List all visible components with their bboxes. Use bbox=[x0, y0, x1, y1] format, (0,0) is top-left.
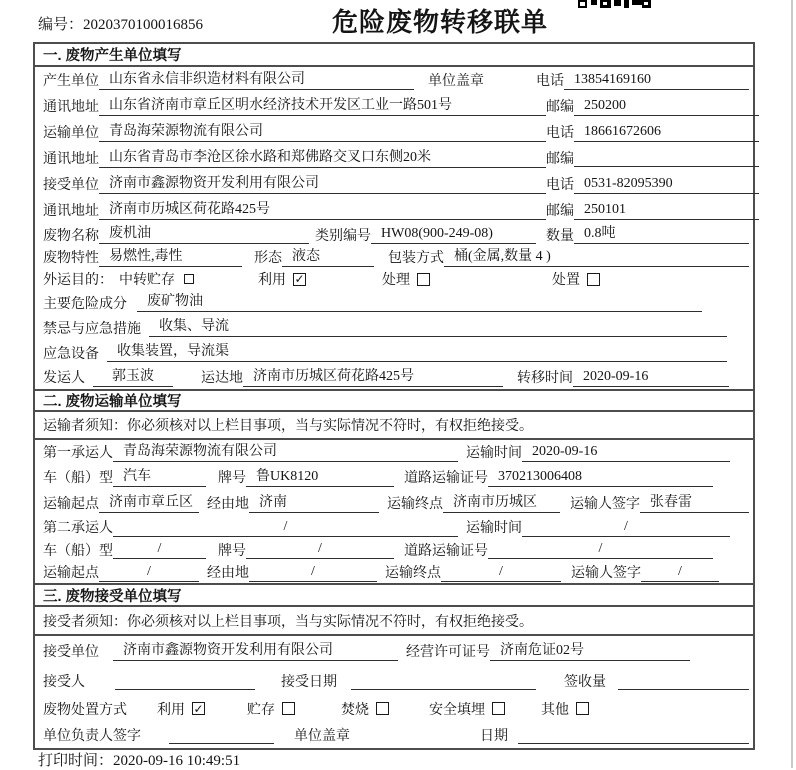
purpose-option-dispose bbox=[552, 269, 600, 289]
waste-form-label: 形态 bbox=[254, 251, 282, 266]
carrier1-value: 青岛海荣源物流有限公司 bbox=[113, 443, 458, 462]
checkbox-icon bbox=[576, 702, 589, 715]
form-number-value: 2020370100016856 bbox=[83, 17, 204, 33]
waste-category-value: HW08(900-249-08) bbox=[371, 225, 536, 244]
row-waste-props bbox=[35, 246, 753, 268]
route2-sign-value: / bbox=[641, 563, 719, 582]
disposal-option-store bbox=[247, 699, 295, 719]
carrier1-label: 第一承运人 bbox=[43, 446, 113, 461]
checkbox-icon bbox=[492, 702, 505, 715]
checkbox-icon bbox=[417, 273, 430, 286]
row-vehicle2 bbox=[35, 538, 753, 561]
equipment-value: 收集装置，导流渠 bbox=[107, 343, 727, 362]
carrier2-time-label: 运输时间 bbox=[466, 521, 522, 536]
row-receiver-address bbox=[35, 197, 753, 223]
section3-heading: 三. 废物接受单位填写 bbox=[35, 583, 753, 607]
dispatcher-value: 郭玉波 bbox=[93, 368, 173, 387]
road-license1-label: 道路运输证号 bbox=[404, 471, 488, 486]
row-route1 bbox=[35, 490, 753, 516]
producer-zip-label: 邮编 bbox=[546, 100, 574, 115]
acceptor-label: 接受人 bbox=[43, 675, 85, 690]
option-label: 处置 bbox=[552, 273, 580, 288]
route2-start-value: / bbox=[99, 563, 199, 582]
row-producer bbox=[35, 67, 753, 93]
transporter-address-value: 山东省青岛市李沧区徐水路和郑佛路交叉口东侧20米 bbox=[99, 149, 546, 168]
road-license2-value: / bbox=[488, 540, 713, 559]
checkbox-icon: ✓ bbox=[193, 701, 204, 716]
transporter-phone-value: 18661672606 bbox=[574, 123, 759, 142]
route2-start-label: 运输起点 bbox=[43, 566, 99, 581]
row-receiver bbox=[35, 171, 753, 197]
receiver-address-label: 通讯地址 bbox=[43, 204, 99, 219]
waste-qty-value: 0.8吨 bbox=[574, 225, 749, 244]
row-transporter-address bbox=[35, 145, 753, 171]
print-time-value: 2020-09-16 10:49:51 bbox=[113, 753, 241, 769]
route1-sign-value: 张春雷 bbox=[640, 494, 749, 513]
option-label: 焚烧 bbox=[341, 702, 369, 718]
route2-end-value: / bbox=[441, 563, 561, 582]
row-carrier1 bbox=[35, 440, 753, 464]
option-label: 利用 bbox=[157, 702, 185, 718]
transporter-label: 运输单位 bbox=[43, 126, 99, 141]
section2-heading: 二. 废物运输单位填写 bbox=[35, 389, 753, 412]
page-title: 危险废物转移联单 bbox=[331, 7, 548, 37]
receiver-label: 接受单位 bbox=[43, 178, 99, 193]
carrier2-time-value: / bbox=[522, 518, 730, 537]
row-route2 bbox=[35, 561, 753, 583]
document-header bbox=[0, 0, 796, 42]
row-carrier2 bbox=[35, 516, 753, 538]
plate1-value: 鲁UK8120 bbox=[246, 468, 394, 487]
section-transport bbox=[35, 389, 753, 583]
form-number-label: 编号： bbox=[38, 17, 84, 33]
packing-value: 桶(金属,数量 4 ) bbox=[444, 248, 749, 267]
waste-props-value: 易燃性,毒性 bbox=[99, 248, 242, 267]
receiver-zip-label: 邮编 bbox=[546, 204, 574, 219]
producer-phone-label: 电话 bbox=[536, 74, 564, 89]
option-label: 安全填埋 bbox=[429, 702, 485, 718]
hazard-value: 废矿物油 bbox=[137, 293, 702, 312]
plate2-label: 牌号 bbox=[218, 543, 246, 559]
transporter-zip-value bbox=[574, 149, 759, 167]
transfer-time-label: 转移时间 bbox=[517, 371, 573, 386]
route2-sign-label: 运输人签字 bbox=[571, 566, 641, 581]
transporter-phone-label: 电话 bbox=[546, 126, 574, 141]
section1-heading: 一. 废物产生单位填写 bbox=[35, 44, 753, 67]
emergency-value: 收集、导流 bbox=[149, 318, 727, 337]
option-label: 中转贮存 bbox=[119, 273, 175, 288]
route2-via-value: / bbox=[249, 563, 377, 582]
notice-text: 你必须核对以上栏目事项，当与实际情况不符时，有权拒绝接受。 bbox=[127, 419, 533, 434]
producer-zip-value: 250200 bbox=[574, 97, 759, 116]
waste-form-value: 液态 bbox=[282, 248, 374, 267]
transporter-address-label: 通讯地址 bbox=[43, 152, 99, 167]
receiver-address-value: 济南市历城区荷花路425号 bbox=[99, 201, 546, 220]
checkbox-icon bbox=[376, 702, 389, 715]
row-responsible-signature bbox=[35, 721, 753, 748]
purpose-label: 外运目的： bbox=[43, 273, 113, 288]
disposal-option-other bbox=[541, 699, 589, 719]
notice-label: 运输者须知： bbox=[43, 419, 127, 434]
purpose-option-utilize bbox=[258, 269, 306, 289]
receiving-unit-value: 济南市鑫源物资开发利用有限公司 bbox=[113, 642, 398, 661]
acceptor-value bbox=[115, 672, 255, 690]
checkbox-icon bbox=[587, 273, 600, 286]
dispatcher-label: 发运人 bbox=[43, 371, 85, 386]
receiver-phone-label: 电话 bbox=[546, 178, 574, 193]
row-vehicle1 bbox=[35, 464, 753, 490]
waste-qty-label: 数量 bbox=[546, 228, 574, 244]
route1-end-value: 济南市历城区 bbox=[443, 494, 560, 513]
row-transfer-purpose bbox=[35, 268, 753, 290]
row-producer-address bbox=[35, 93, 753, 119]
purpose-option-storage bbox=[119, 269, 194, 289]
disposal-label: 废物处置方式 bbox=[43, 702, 127, 718]
road-license2-label: 道路运输证号 bbox=[404, 543, 488, 559]
disposal-option-incinerate bbox=[341, 699, 389, 719]
row-emergency-measures bbox=[35, 315, 753, 340]
producer-phone-value: 13854169160 bbox=[564, 71, 749, 90]
responsible-sign-value bbox=[169, 726, 274, 744]
option-label: 利用 bbox=[258, 273, 286, 288]
receiver-phone-value: 0531-82095390 bbox=[574, 175, 759, 194]
option-label: 处理 bbox=[382, 273, 410, 288]
row-transporter bbox=[35, 119, 753, 145]
responsible-sign-label: 单位负责人签字 bbox=[43, 728, 141, 744]
received-qty-label: 签收量 bbox=[564, 675, 606, 690]
receiver-notice bbox=[35, 607, 753, 636]
disposal-option-utilize bbox=[157, 699, 205, 719]
carrier2-value: / bbox=[113, 518, 458, 537]
received-qty-value bbox=[618, 672, 749, 690]
road-license1-value: 370213006408 bbox=[488, 468, 713, 487]
transporter-value: 青岛海荣源物流有限公司 bbox=[99, 123, 546, 142]
producer-label: 产生单位 bbox=[43, 74, 99, 89]
emergency-label: 禁忌与应急措施 bbox=[43, 321, 141, 337]
row-receiving-unit bbox=[35, 636, 753, 666]
print-time-label: 打印时间： bbox=[38, 753, 114, 769]
row-dispatch bbox=[35, 365, 753, 389]
carrier1-time-value: 2020-09-16 bbox=[522, 443, 730, 462]
vehicle1-label: 车（船）型 bbox=[43, 471, 113, 486]
vehicle1-value: 汽车 bbox=[113, 468, 206, 487]
section-receive bbox=[35, 583, 753, 748]
receiving-unit-label: 接受单位 bbox=[43, 645, 99, 660]
sign-date-value bbox=[518, 726, 749, 744]
carrier2-label: 第二承运人 bbox=[43, 521, 113, 536]
checkbox-icon: ✓ bbox=[294, 272, 305, 286]
disposal-option-landfill bbox=[429, 699, 505, 719]
notice-label: 接受者须知： bbox=[43, 614, 127, 630]
packing-label: 包装方式 bbox=[388, 251, 444, 266]
row-waste-name bbox=[35, 223, 753, 246]
row-hazard-component bbox=[35, 290, 753, 315]
waste-props-label: 废物特性 bbox=[43, 251, 99, 266]
producer-address-label: 通讯地址 bbox=[43, 100, 99, 115]
transfer-time-value: 2020-09-16 bbox=[573, 368, 729, 387]
route1-start-value: 济南市章丘区 bbox=[99, 494, 199, 513]
unit-seal-label: 单位盖章 bbox=[294, 728, 350, 744]
option-label: 其他 bbox=[541, 702, 569, 718]
waste-name-label: 废物名称 bbox=[43, 228, 99, 244]
accept-date-value bbox=[351, 672, 536, 690]
route1-start-label: 运输起点 bbox=[43, 497, 99, 512]
option-label: 贮存 bbox=[247, 702, 275, 718]
transporter-notice bbox=[35, 412, 753, 440]
route2-end-label: 运输终点 bbox=[385, 566, 441, 581]
business-license-label: 经营许可证号 bbox=[406, 645, 490, 660]
purpose-option-treat bbox=[382, 269, 430, 289]
checkbox-icon bbox=[282, 702, 295, 715]
print-time bbox=[38, 749, 240, 770]
vehicle2-value: / bbox=[113, 540, 206, 559]
destination-value: 济南市历城区荷花路425号 bbox=[243, 368, 503, 387]
accept-date-label: 接受日期 bbox=[281, 675, 337, 690]
row-acceptor bbox=[35, 666, 753, 696]
plate1-label: 牌号 bbox=[218, 471, 246, 486]
transporter-zip-label: 邮编 bbox=[546, 152, 574, 167]
destination-label: 运达地 bbox=[201, 371, 243, 386]
plate2-value: / bbox=[246, 540, 394, 559]
scan-edge-line bbox=[791, 0, 793, 768]
producer-address-value: 山东省济南市章丘区明水经济技术开发区工业一路501号 bbox=[99, 97, 546, 116]
route1-sign-label: 运输人签字 bbox=[570, 497, 640, 512]
vehicle2-label: 车（船）型 bbox=[43, 543, 113, 559]
receiver-zip-value: 250101 bbox=[574, 201, 759, 220]
waste-name-value: 废机油 bbox=[99, 225, 309, 244]
row-emergency-equipment bbox=[35, 340, 753, 365]
route2-via-label: 经由地 bbox=[207, 566, 249, 581]
hazard-label: 主要危险成分 bbox=[43, 296, 127, 312]
sign-date-label: 日期 bbox=[480, 728, 508, 744]
carrier1-time-label: 运输时间 bbox=[466, 446, 522, 461]
checkbox-icon bbox=[184, 274, 194, 284]
route1-via-value: 济南 bbox=[249, 494, 379, 513]
business-license-value: 济南危证02号 bbox=[490, 642, 690, 661]
route1-via-label: 经由地 bbox=[207, 497, 249, 512]
waste-category-label: 类别编号 bbox=[315, 228, 371, 244]
route1-end-label: 运输终点 bbox=[387, 497, 443, 512]
receiver-value: 济南市鑫源物资开发利用有限公司 bbox=[99, 175, 546, 194]
row-disposal-method bbox=[35, 696, 753, 721]
section-producer bbox=[35, 44, 753, 389]
equipment-label: 应急设备 bbox=[43, 346, 99, 362]
producer-value: 山东省永信非织造材料有限公司 bbox=[99, 71, 414, 90]
unit-seal-label: 单位盖章 bbox=[428, 74, 484, 89]
notice-text: 你必须核对以上栏目事项，当与实际情况不符时，有权拒绝接受。 bbox=[127, 614, 533, 630]
manifest-form bbox=[33, 42, 755, 750]
